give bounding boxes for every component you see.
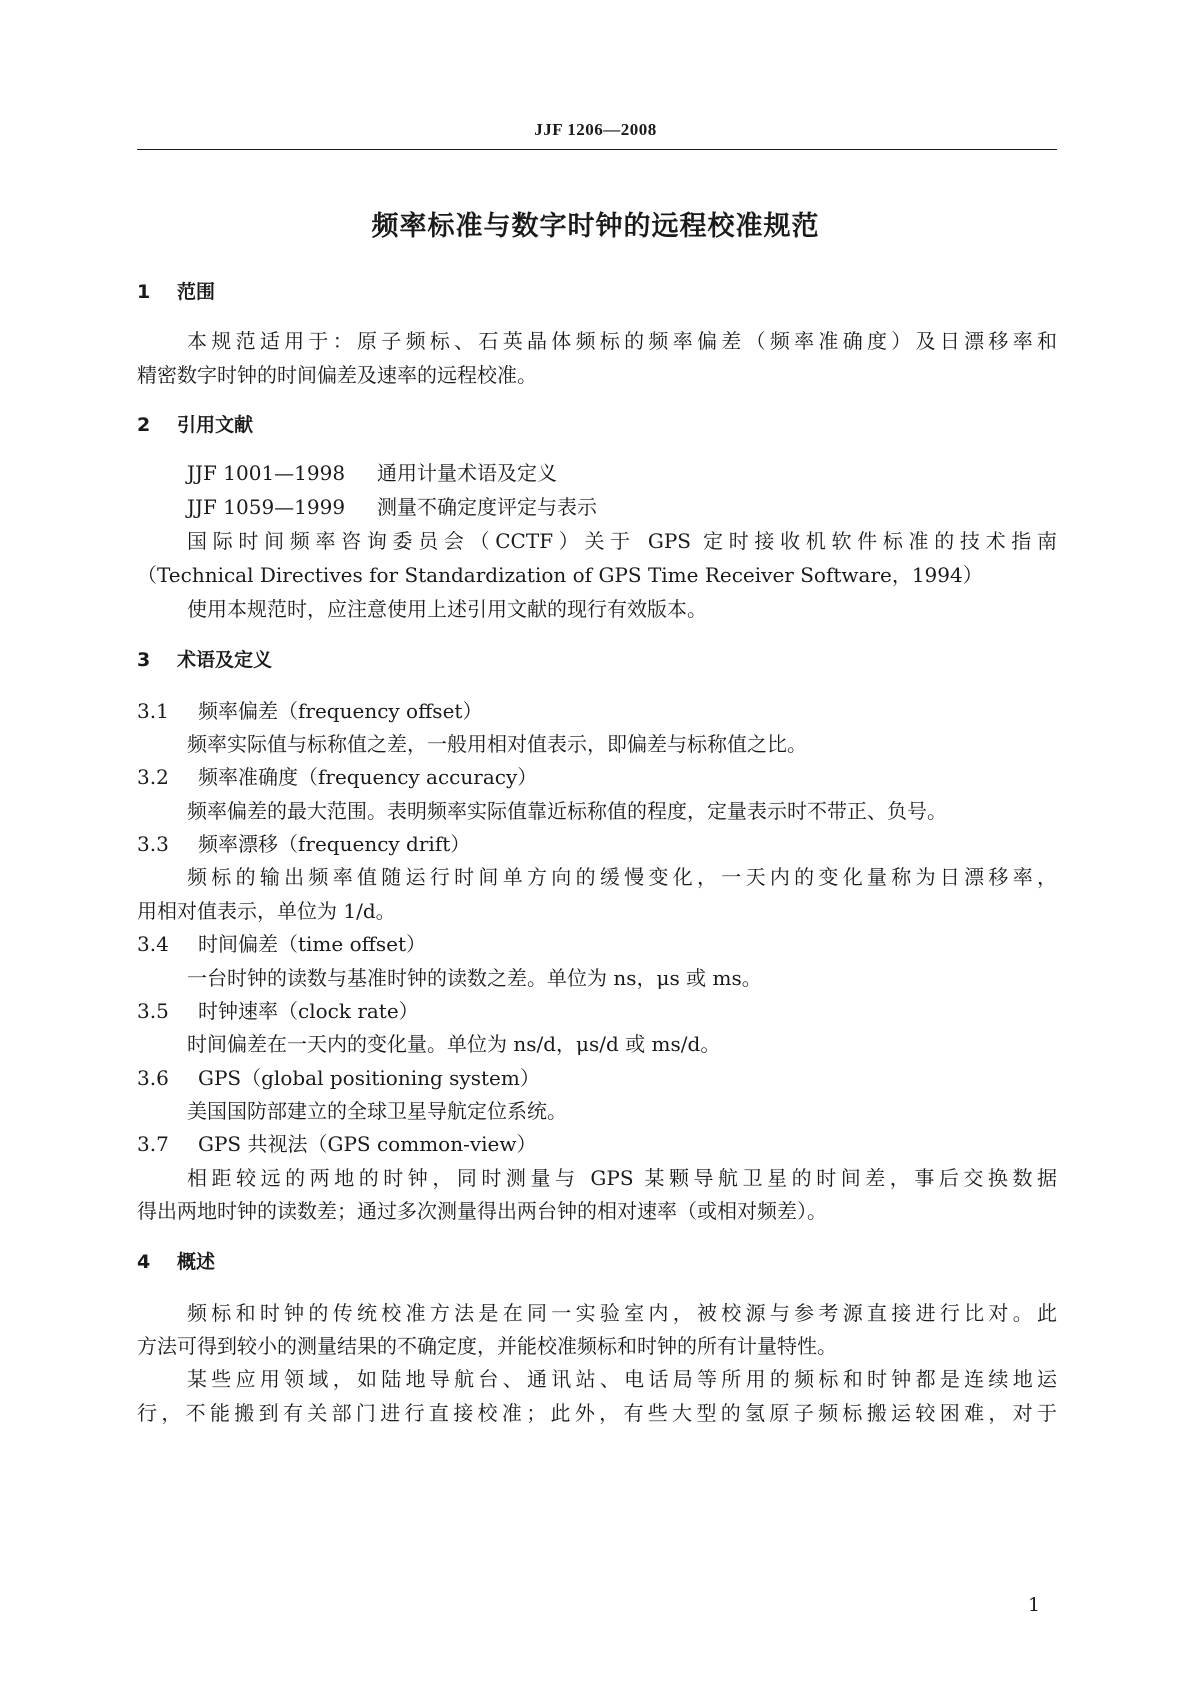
section-number: 1 [137, 281, 151, 303]
term-label: 频率偏差（frequency offset） [198, 699, 483, 723]
reference-item [187, 492, 1057, 522]
section-title: 范围 [177, 281, 216, 303]
term-label: GPS 共视法（GPS common-view） [198, 1132, 537, 1156]
term-3-7 [137, 1129, 537, 1159]
term-number: 3.6 [137, 1066, 169, 1090]
section-title: 概述 [177, 1251, 216, 1273]
definition-line: 用相对值表示，单位为 1/d。 [137, 899, 396, 923]
term-3-5 [137, 996, 419, 1026]
paragraph-line: 行，不能搬到有关部门进行直接校准；此外，有些大型的氢原子频标搬运较困难，对于 [137, 1401, 1057, 1425]
term-number: 3.1 [137, 699, 169, 723]
paragraph-line: 某些应用领域，如陆地导航台、通讯站、电话局等所用的频标和时钟都是连续地运 [187, 1367, 1057, 1391]
section-4-heading [137, 1247, 215, 1277]
page-number: 1 [1028, 1594, 1041, 1616]
paragraph-line: 国际时间频率咨询委员会（CCTF）关于 GPS 定时接收机软件标准的技术指南 [187, 529, 1057, 553]
reference-code: JJF 1059—1999 [187, 495, 346, 519]
term-label: GPS（global positioning system） [198, 1066, 540, 1090]
term-number: 3.7 [137, 1132, 169, 1156]
definition-line: 得出两地时钟的读数差；通过多次测量得出两台钟的相对速率（或相对频差）。 [137, 1199, 827, 1223]
term-label: 时间偏差（time offset） [198, 932, 426, 956]
term-3-3 [137, 829, 470, 859]
reference-name: 测量不确定度评定与表示 [377, 495, 597, 519]
definition-line: 时间偏差在一天内的变化量。单位为 ns/d，μs/d 或 ms/d。 [187, 1032, 721, 1056]
term-3-1 [137, 696, 482, 726]
paragraph-line: 使用本规范时，应注意使用上述引用文献的现行有效版本。 [187, 597, 707, 621]
paragraph-line: （Technical Directives for Standardization of GPS Time Receiver Software，1994） [137, 563, 983, 587]
term-number: 3.5 [137, 999, 169, 1023]
term-label: 频率漂移（frequency drift） [198, 832, 471, 856]
term-number: 3.3 [137, 832, 169, 856]
definition-line: 相距较远的两地的时钟，同时测量与 GPS 某颗导航卫星的时间差，事后交换数据 [187, 1166, 1057, 1190]
section-1-heading [137, 277, 215, 307]
header-rule [137, 149, 1057, 150]
reference-code: JJF 1001—1998 [187, 461, 346, 485]
definition-line: 频率实际值与标称值之差，一般用相对值表示，即偏差与标称值之比。 [187, 732, 807, 756]
definition-line: 美国国防部建立的全球卫星导航定位系统。 [187, 1099, 567, 1123]
reference-name: 通用计量术语及定义 [377, 461, 557, 485]
paragraph-line: 本规范适用于：原子频标、石英晶体频标的频率偏差（频率准确度）及日漂移率和 [187, 329, 1057, 353]
definition-line: 一台时钟的读数与基准时钟的读数之差。单位为 ns，μs 或 ms。 [187, 966, 762, 990]
paragraph-line: 频标和时钟的传统校准方法是在同一实验室内，被校源与参考源直接进行比对。此 [187, 1301, 1057, 1325]
paragraph-line: 精密数字时钟的时间偏差及速率的远程校准。 [137, 363, 537, 387]
section-number: 2 [137, 414, 151, 436]
document-title: 频率标准与数字时钟的远程校准规范 [371, 211, 820, 242]
section-2-heading [137, 410, 253, 440]
section-title: 术语及定义 [177, 649, 273, 671]
header-standard-code: JJF 1206—2008 [534, 120, 657, 139]
term-label: 频率准确度（frequency accuracy） [198, 765, 538, 789]
term-number: 3.4 [137, 932, 169, 956]
definition-line: 频标的输出频率值随运行时间单方向的缓慢变化，一天内的变化量称为日漂移率， [187, 865, 1057, 889]
section-number: 4 [137, 1251, 151, 1273]
reference-item [187, 458, 1057, 488]
term-3-4 [137, 929, 426, 959]
paragraph-line: 方法可得到较小的测量结果的不确定度，并能校准频标和时钟的所有计量特性。 [137, 1334, 837, 1358]
term-label: 时钟速率（clock rate） [198, 999, 419, 1023]
section-3-heading [137, 645, 272, 675]
term-3-6 [137, 1063, 540, 1093]
term-3-2 [137, 762, 537, 792]
section-title: 引用文献 [177, 414, 254, 436]
section-number: 3 [137, 649, 151, 671]
term-number: 3.2 [137, 765, 169, 789]
definition-line: 频率偏差的最大范围。表明频率实际值靠近标称值的程度，定量表示时不带正、负号。 [187, 799, 947, 823]
